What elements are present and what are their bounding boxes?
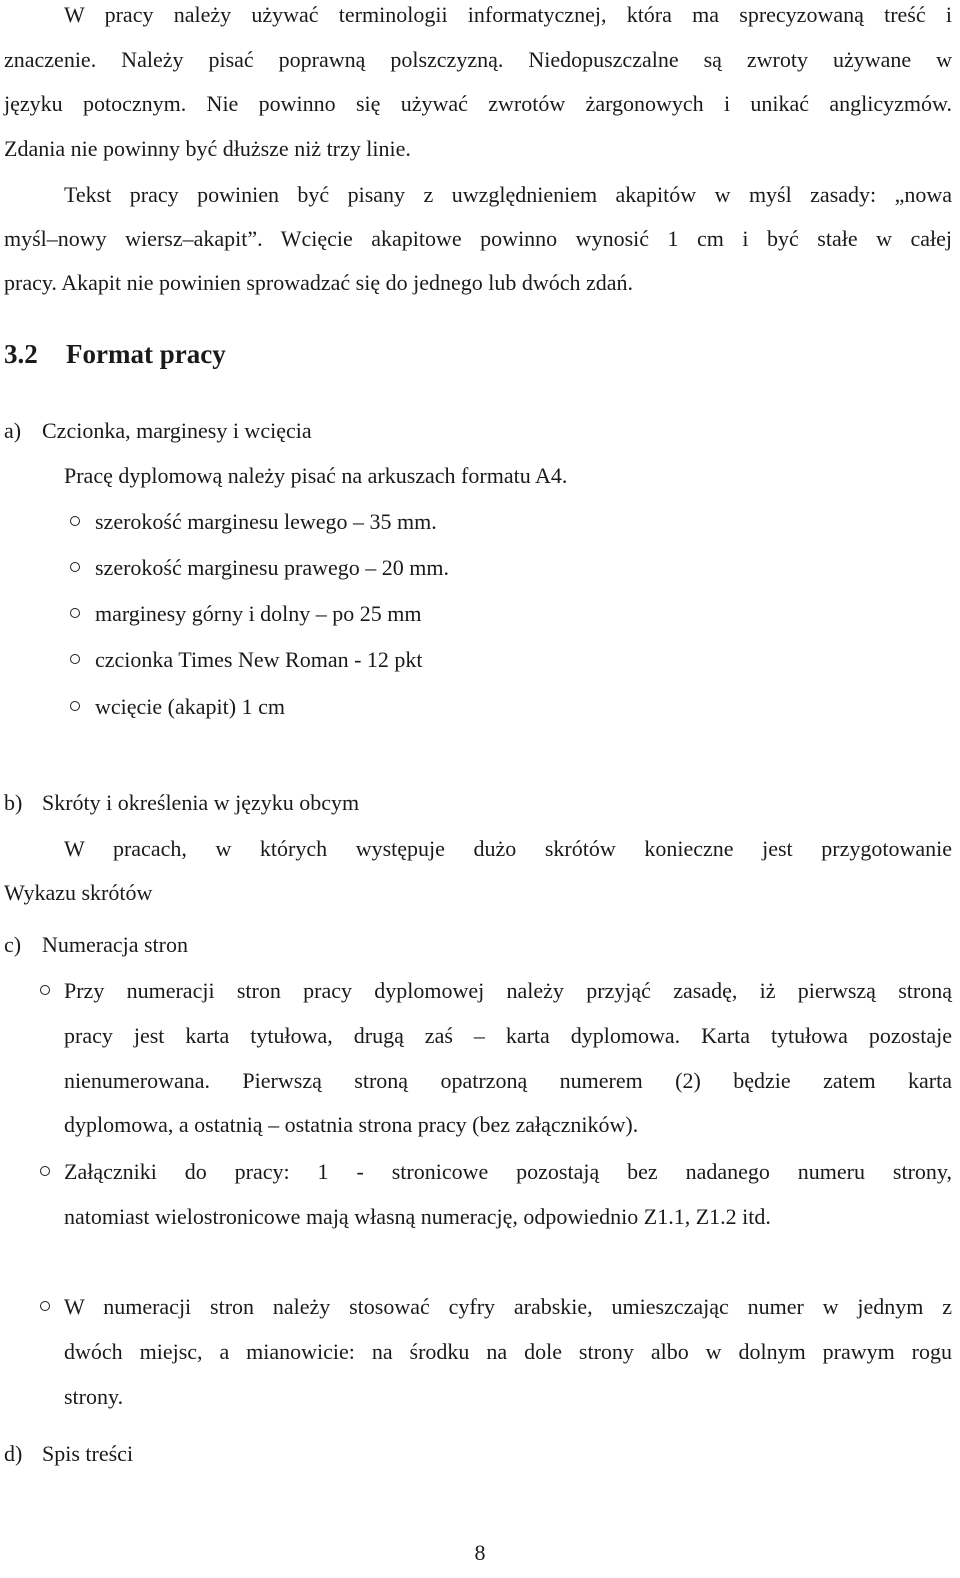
bullet-icon	[40, 1166, 50, 1176]
bullet-icon	[70, 701, 80, 711]
bullet-text: pracy jest karta tytułowa, drugą zaś – karta dyplomowa. Karta tytułowa pozostaje	[64, 1023, 952, 1048]
bullet-icon	[70, 654, 80, 664]
list-item-d-heading	[4, 1441, 133, 1467]
paragraph-line: pracy. Akapit nie powinien sprowadzać się do jednego lub dwóch zdań.	[4, 270, 634, 295]
list-item-c-heading	[4, 932, 188, 958]
section-title: Format pracy	[66, 339, 226, 369]
bullet-icon	[40, 985, 50, 995]
paragraph-line: języku potocznym. Nie powinno się używać zwrotów żargonowych i unikać anglicyzmów.	[4, 91, 952, 116]
bullet-text: szerokość marginesu prawego – 20 mm.	[95, 555, 449, 580]
bullet-text: marginesy górny i dolny – po 25 mm	[95, 601, 422, 626]
bullet-icon	[70, 562, 80, 572]
bullet-text: natomiast wielostronicowe mają własną numerację, odpowiednio Z1.1, Z1.2 itd.	[64, 1204, 771, 1229]
list-label: a)	[4, 418, 22, 443]
bullet-text: Przy numeracji stron pracy dyplomowej należy przyjąć zasadę, iż pierwszą stroną	[64, 978, 952, 1003]
bullet-text: czcionka Times New Roman - 12 pkt	[95, 647, 423, 672]
bullet-text: strony.	[64, 1384, 124, 1409]
paragraph-line: znaczenie. Należy pisać poprawną polszczyzną. Niedopuszczalne są zwroty używane w	[4, 47, 952, 72]
bullet-icon	[70, 608, 80, 618]
list-item-title: Skróty i określenia w języku obcym	[42, 790, 360, 815]
paragraph-line: W pracy należy używać terminologii informatycznej, która ma sprecyzowaną treść i	[64, 2, 952, 27]
list-item-title: Czcionka, marginesy i wcięcia	[42, 418, 312, 443]
paragraph-line: W pracach, w których występuje dużo skrótów konieczne jest przygotowanie	[64, 836, 952, 861]
paragraph-line: Zdania nie powinny być dłuższe niż trzy linie.	[4, 136, 411, 161]
paragraph-line: Wykazu skrótów	[4, 880, 153, 905]
bullet-text: wcięcie (akapit) 1 cm	[95, 694, 285, 719]
list-label: c)	[4, 932, 22, 957]
list-item-a-heading	[4, 418, 312, 444]
list-item-title: Numeracja stron	[42, 932, 188, 957]
list-label: b)	[4, 790, 23, 815]
list-item-title: Spis treści	[42, 1441, 134, 1466]
paragraph-line: Pracę dyplomową należy pisać na arkuszach formatu A4.	[64, 463, 568, 488]
bullet-text: Załączniki do pracy: 1 - stronicowe pozostają bez nadanego numeru strony,	[64, 1159, 952, 1184]
paragraph-line: Tekst pracy powinien być pisany z uwzględnieniem akapitów w myśl zasady: „nowa	[64, 182, 952, 207]
paragraph-line: myśl–nowy wiersz–akapit”. Wcięcie akapitowe powinno wynosić 1 cm i być stałe w całej	[4, 226, 952, 251]
bullet-text: dyplomowa, a ostatnią – ostatnia strona pracy (bez załączników).	[64, 1112, 639, 1137]
bullet-text: W numeracji stron należy stosować cyfry arabskie, umieszczając numer w jednym z	[64, 1294, 952, 1319]
list-label: d)	[4, 1441, 23, 1466]
page-number: 8	[474, 1540, 486, 1565]
bullet-text: szerokość marginesu lewego – 35 mm.	[95, 509, 437, 534]
section-number: 3.2	[4, 339, 38, 369]
bullet-text: dwóch miejsc, a mianowicie: na środku na dole strony albo w dolnym prawym rogu	[64, 1339, 952, 1364]
bullet-icon	[70, 516, 80, 526]
list-item-b-heading	[4, 790, 359, 816]
bullet-icon	[40, 1301, 50, 1311]
bullet-text: nienumerowana. Pierwszą stroną opatrzoną numerem (2) będzie zatem karta	[64, 1068, 952, 1093]
section-heading	[4, 338, 226, 370]
